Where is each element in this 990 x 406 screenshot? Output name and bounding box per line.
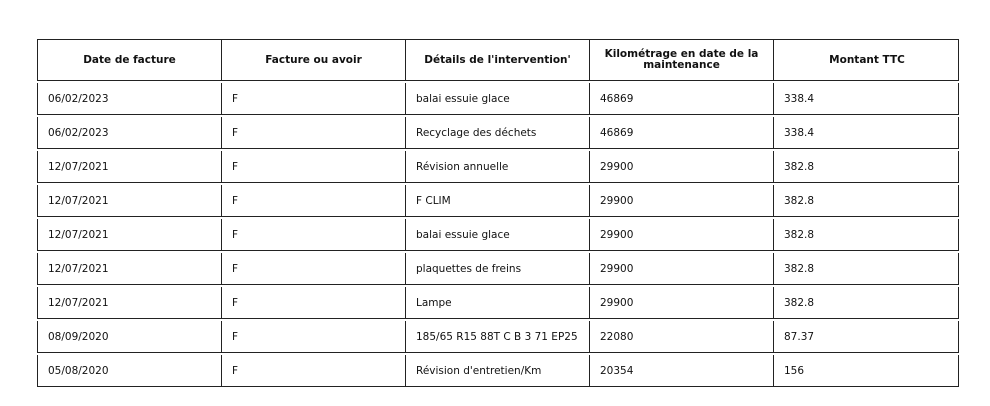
table-row (37, 83, 959, 115)
cell-type: F (222, 253, 406, 284)
header-intervention-details: Détails de l'intervention' (406, 40, 590, 80)
cell-mileage: 29900 (590, 253, 774, 284)
cell-type: F (222, 151, 406, 182)
cell-amount: 338.4 (784, 92, 815, 105)
cell-date: 05/08/2020 (38, 355, 222, 386)
table-row (37, 253, 959, 285)
table-row (37, 117, 959, 149)
cell-date: 12/07/2021 (38, 219, 222, 250)
cell-details: plaquettes de freins (406, 253, 590, 284)
cell-date: 06/02/2023 (38, 83, 222, 114)
cell-amount: 382.8 (784, 194, 815, 207)
cell-type: F (222, 321, 406, 352)
cell-amount: 382.8 (784, 296, 815, 309)
cell-mileage: 46869 (590, 117, 774, 148)
cell-type: F (222, 287, 406, 318)
cell-date: 12/07/2021 (38, 287, 222, 318)
cell-amount: 87.37 (784, 330, 815, 343)
cell-date: 06/02/2023 (38, 117, 222, 148)
cell-type: F (222, 185, 406, 216)
maintenance-invoice-table (37, 39, 959, 389)
cell-mileage: 29900 (590, 151, 774, 182)
cell-details: Révision annuelle (406, 151, 590, 182)
cell-mileage: 29900 (590, 219, 774, 250)
table-row (37, 185, 959, 217)
table-header-row (37, 39, 959, 81)
cell-mileage: 22080 (590, 321, 774, 352)
cell-details: F CLIM (406, 185, 590, 216)
table-row (37, 219, 959, 251)
table-row (37, 151, 959, 183)
cell-details: Lampe (406, 287, 590, 318)
cell-details: 185/65 R15 88T C B 3 71 EP25 (406, 321, 590, 352)
cell-mileage: 29900 (590, 287, 774, 318)
cell-details: Révision d'entretien/Km (406, 355, 590, 386)
cell-amount: 382.8 (784, 160, 815, 173)
header-invoice-or-credit: Facture ou avoir (222, 40, 406, 80)
cell-date: 12/07/2021 (38, 185, 222, 216)
cell-type: F (222, 355, 406, 386)
table-row (37, 287, 959, 319)
cell-date: 12/07/2021 (38, 253, 222, 284)
cell-amount: 382.8 (784, 228, 815, 241)
cell-type: F (222, 83, 406, 114)
table-row (37, 355, 959, 387)
cell-type: F (222, 117, 406, 148)
header-invoice-date: Date de facture (38, 40, 222, 80)
header-amount-ttc: Montant TTC (829, 53, 905, 66)
cell-amount: 382.8 (784, 262, 815, 275)
cell-mileage: 46869 (590, 83, 774, 114)
cell-details: Recyclage des déchets (406, 117, 590, 148)
cell-date: 08/09/2020 (38, 321, 222, 352)
cell-mileage: 29900 (590, 185, 774, 216)
cell-date: 12/07/2021 (38, 151, 222, 182)
cell-details: balai essuie glace (406, 83, 590, 114)
cell-amount: 156 (784, 364, 805, 377)
cell-type: F (222, 219, 406, 250)
header-mileage: Kilométrage en date de la maintenance (590, 40, 774, 80)
cell-amount: 338.4 (784, 126, 815, 139)
table-row (37, 321, 959, 353)
cell-details: balai essuie glace (406, 219, 590, 250)
cell-mileage: 20354 (590, 355, 774, 386)
